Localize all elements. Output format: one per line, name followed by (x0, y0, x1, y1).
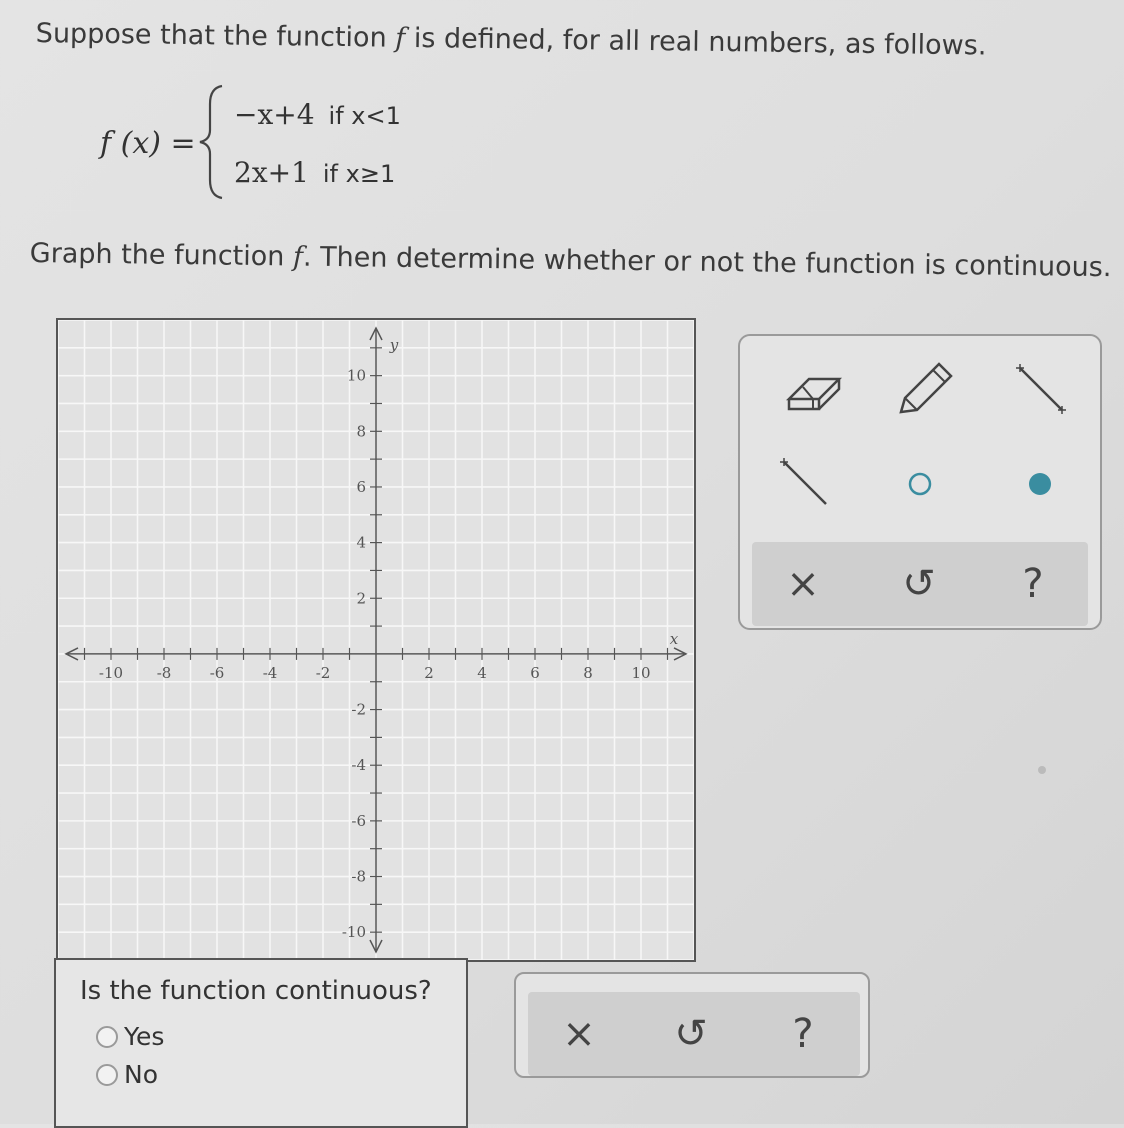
closed-point-tool[interactable] (1020, 464, 1060, 504)
y-tick-label: 10 (346, 366, 366, 385)
undo-button[interactable]: ↺ (902, 561, 936, 607)
x-tick-label: -8 (156, 663, 172, 682)
y-tick-label: -6 (351, 811, 366, 830)
help-button[interactable]: ? (1022, 561, 1044, 607)
closed-circle-icon (1020, 464, 1060, 504)
y-tick-label: -8 (351, 867, 366, 886)
answer-action-panel (514, 972, 870, 1078)
problem-statement (36, 18, 987, 61)
x-tick-label: -6 (209, 663, 225, 682)
x-axis-label: x (669, 629, 679, 648)
piece-2-condition: if x≥1 (322, 160, 396, 188)
brace-icon (192, 80, 232, 204)
piece-1 (234, 98, 401, 131)
x-tick-label: 6 (530, 663, 540, 682)
yes-radio[interactable] (96, 1026, 118, 1048)
option-yes[interactable] (96, 1022, 164, 1051)
x-tick-label: -4 (262, 663, 278, 682)
y-tick-label: 6 (356, 477, 366, 496)
screen-speck (1038, 766, 1046, 774)
piece-2-expression: 2x+1 (234, 156, 309, 189)
answer-help-button[interactable]: ? (792, 1011, 814, 1057)
y-tick-label: -4 (351, 756, 366, 775)
no-radio[interactable] (96, 1064, 118, 1086)
y-tick-label: 4 (356, 533, 366, 552)
continuity-question (54, 958, 468, 1128)
x-tick-label: 4 (477, 663, 487, 682)
ray-tool-icon (776, 454, 832, 510)
instruction (30, 238, 1112, 283)
y-tick-label: -2 (351, 700, 366, 719)
eraser-icon (783, 367, 843, 417)
question-text: Is the function continuous? (80, 976, 432, 1006)
piece-2 (234, 156, 395, 189)
clear-button[interactable]: × (786, 561, 820, 607)
y-tick-label: 8 (356, 422, 366, 441)
ray-tool[interactable] (776, 454, 832, 510)
x-tick-label: 8 (583, 663, 593, 682)
x-tick-label: -2 (315, 663, 331, 682)
x-tick-label: 2 (424, 663, 434, 682)
x-tick-label: -10 (98, 663, 124, 682)
open-circle-icon (900, 464, 940, 504)
intro-text-end: is defined, for all real numbers, as follows. (405, 22, 987, 62)
segment-tool[interactable] (1012, 360, 1074, 418)
intro-text: Suppose that the function (35, 18, 396, 54)
y-axis-label: y (389, 336, 399, 354)
function-definition-label: f (x) = (100, 126, 196, 161)
function-name: f (395, 22, 406, 54)
instruction-text-end: . Then determine whether or not the function is continuous. (302, 241, 1112, 284)
y-tick-label: -10 (341, 923, 366, 942)
eraser-tool[interactable] (778, 364, 848, 420)
open-point-tool[interactable] (900, 464, 940, 504)
y-tick-label: 2 (356, 589, 366, 608)
answer-clear-button[interactable]: × (562, 1011, 596, 1057)
x-tick-label: 10 (631, 663, 651, 682)
piece-1-condition: if x<1 (328, 102, 401, 130)
answer-undo-button[interactable]: ↺ (674, 1011, 708, 1057)
option-no[interactable] (96, 1060, 158, 1089)
tool-action-bar (752, 542, 1088, 626)
graph-canvas[interactable] (56, 318, 696, 962)
instruction-text: Graph the function (29, 238, 294, 273)
answer-action-bar (528, 992, 860, 1076)
pencil-tool[interactable] (890, 360, 960, 420)
coordinate-grid[interactable] (58, 320, 694, 960)
graph-tool-panel (738, 334, 1102, 630)
piece-1-expression: −x+4 (234, 98, 315, 131)
segment-tool-icon (1012, 360, 1074, 418)
instruction-function-name: f (292, 241, 304, 273)
yes-label: Yes (124, 1022, 165, 1051)
no-label: No (124, 1060, 158, 1089)
pencil-icon (893, 360, 957, 420)
